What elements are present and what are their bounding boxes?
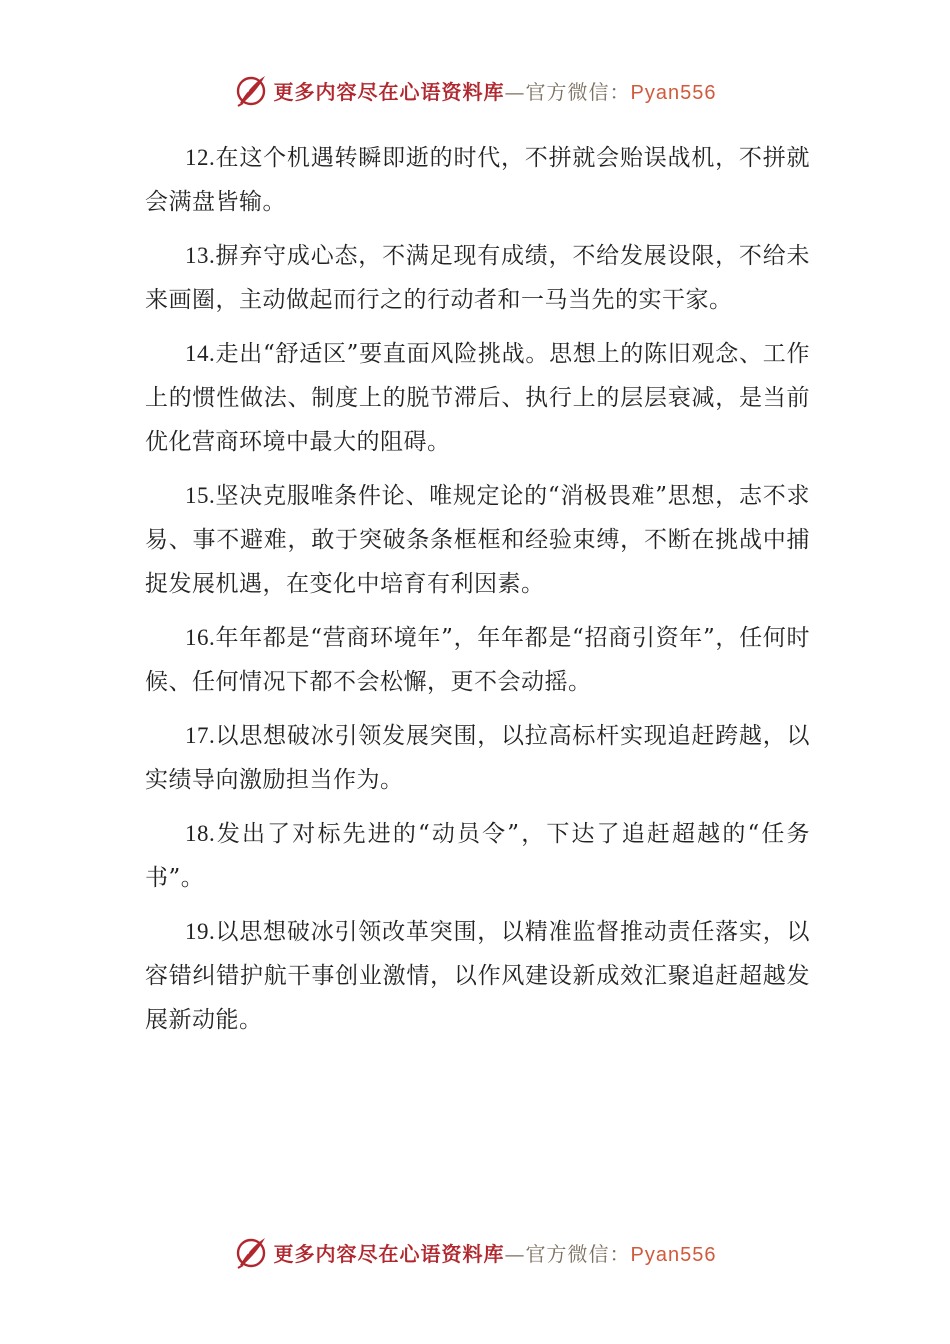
footer-sub-text: 官方微信： <box>525 1241 631 1266</box>
paragraph-17 <box>145 714 810 802</box>
header-main-text: 更多内容尽在心语资料库 <box>273 79 505 104</box>
paragraph-number: 18. <box>185 821 216 846</box>
paragraph-text: 在这个机遇转瞬即逝的时代，不拼就会贻误战机，不拼就会满盘皆输。 <box>145 145 810 215</box>
paragraph-number: 14. <box>185 341 216 366</box>
quill-logo-icon <box>234 1235 268 1269</box>
footer-text <box>274 1238 717 1267</box>
paragraph-text: 年年都是“营商环境年”，年年都是“招商引资年”，任何时候、任何情况下都不会松懈，更不会动摇。 <box>145 625 810 695</box>
paragraph-text: 以思想破冰引领发展突围，以拉高标杆实现追赶跨越，以实绩导向激励担当作为。 <box>145 723 810 793</box>
paragraph-number: 17. <box>185 723 216 748</box>
paragraph-text: 摒弃守成心态，不满足现有成绩，不给发展设限，不给未来画圈，主动做起而行之的行动者和一马当先的实干家。 <box>145 243 810 313</box>
header-wechat-id: Pyan556 <box>630 81 717 104</box>
paragraph-text: 坚决克服唯条件论、唯规定论的“消极畏难”思想，志不求易、事不避难，敢于突破条条框框和经验束缚，不断在挑战中捕捉发展机遇，在变化中培育有利因素。 <box>145 483 810 597</box>
paragraph-number: 19. <box>185 919 216 944</box>
header-sub-text: 官方微信： <box>525 79 631 104</box>
footer-wechat-id: Pyan556 <box>630 1243 717 1266</box>
footer-banner <box>0 1230 950 1274</box>
quill-logo-icon <box>234 73 268 107</box>
document-body <box>145 136 810 1052</box>
header-text <box>274 76 717 105</box>
paragraph-12 <box>145 136 810 224</box>
paragraph-16 <box>145 616 810 704</box>
header-banner <box>0 68 950 112</box>
paragraph-number: 15. <box>185 483 216 508</box>
paragraph-19 <box>145 910 810 1042</box>
paragraph-text: 走出“舒适区”要直面风险挑战。思想上的陈旧观念、工作上的惯性做法、制度上的脱节滞后、执行上的层层衰减，是当前优化营商环境中最大的阻碍。 <box>145 341 810 455</box>
paragraph-text: 发出了对标先进的“动员令”，下达了追赶超越的“任务书”。 <box>145 821 810 891</box>
paragraph-13 <box>145 234 810 322</box>
paragraph-text: 以思想破冰引领改革突围，以精准监督推动责任落实，以容错纠错护航干事创业激情，以作风建设新成效汇聚追赶超越发展新动能。 <box>145 919 810 1033</box>
paragraph-14 <box>145 332 810 464</box>
paragraph-15 <box>145 474 810 606</box>
paragraph-number: 12. <box>185 145 216 170</box>
paragraph-18 <box>145 812 810 900</box>
paragraph-number: 13. <box>185 243 216 268</box>
header-dash: — <box>504 79 526 104</box>
footer-main-text: 更多内容尽在心语资料库 <box>273 1241 505 1266</box>
footer-dash: — <box>504 1241 526 1266</box>
paragraph-number: 16. <box>185 625 216 650</box>
